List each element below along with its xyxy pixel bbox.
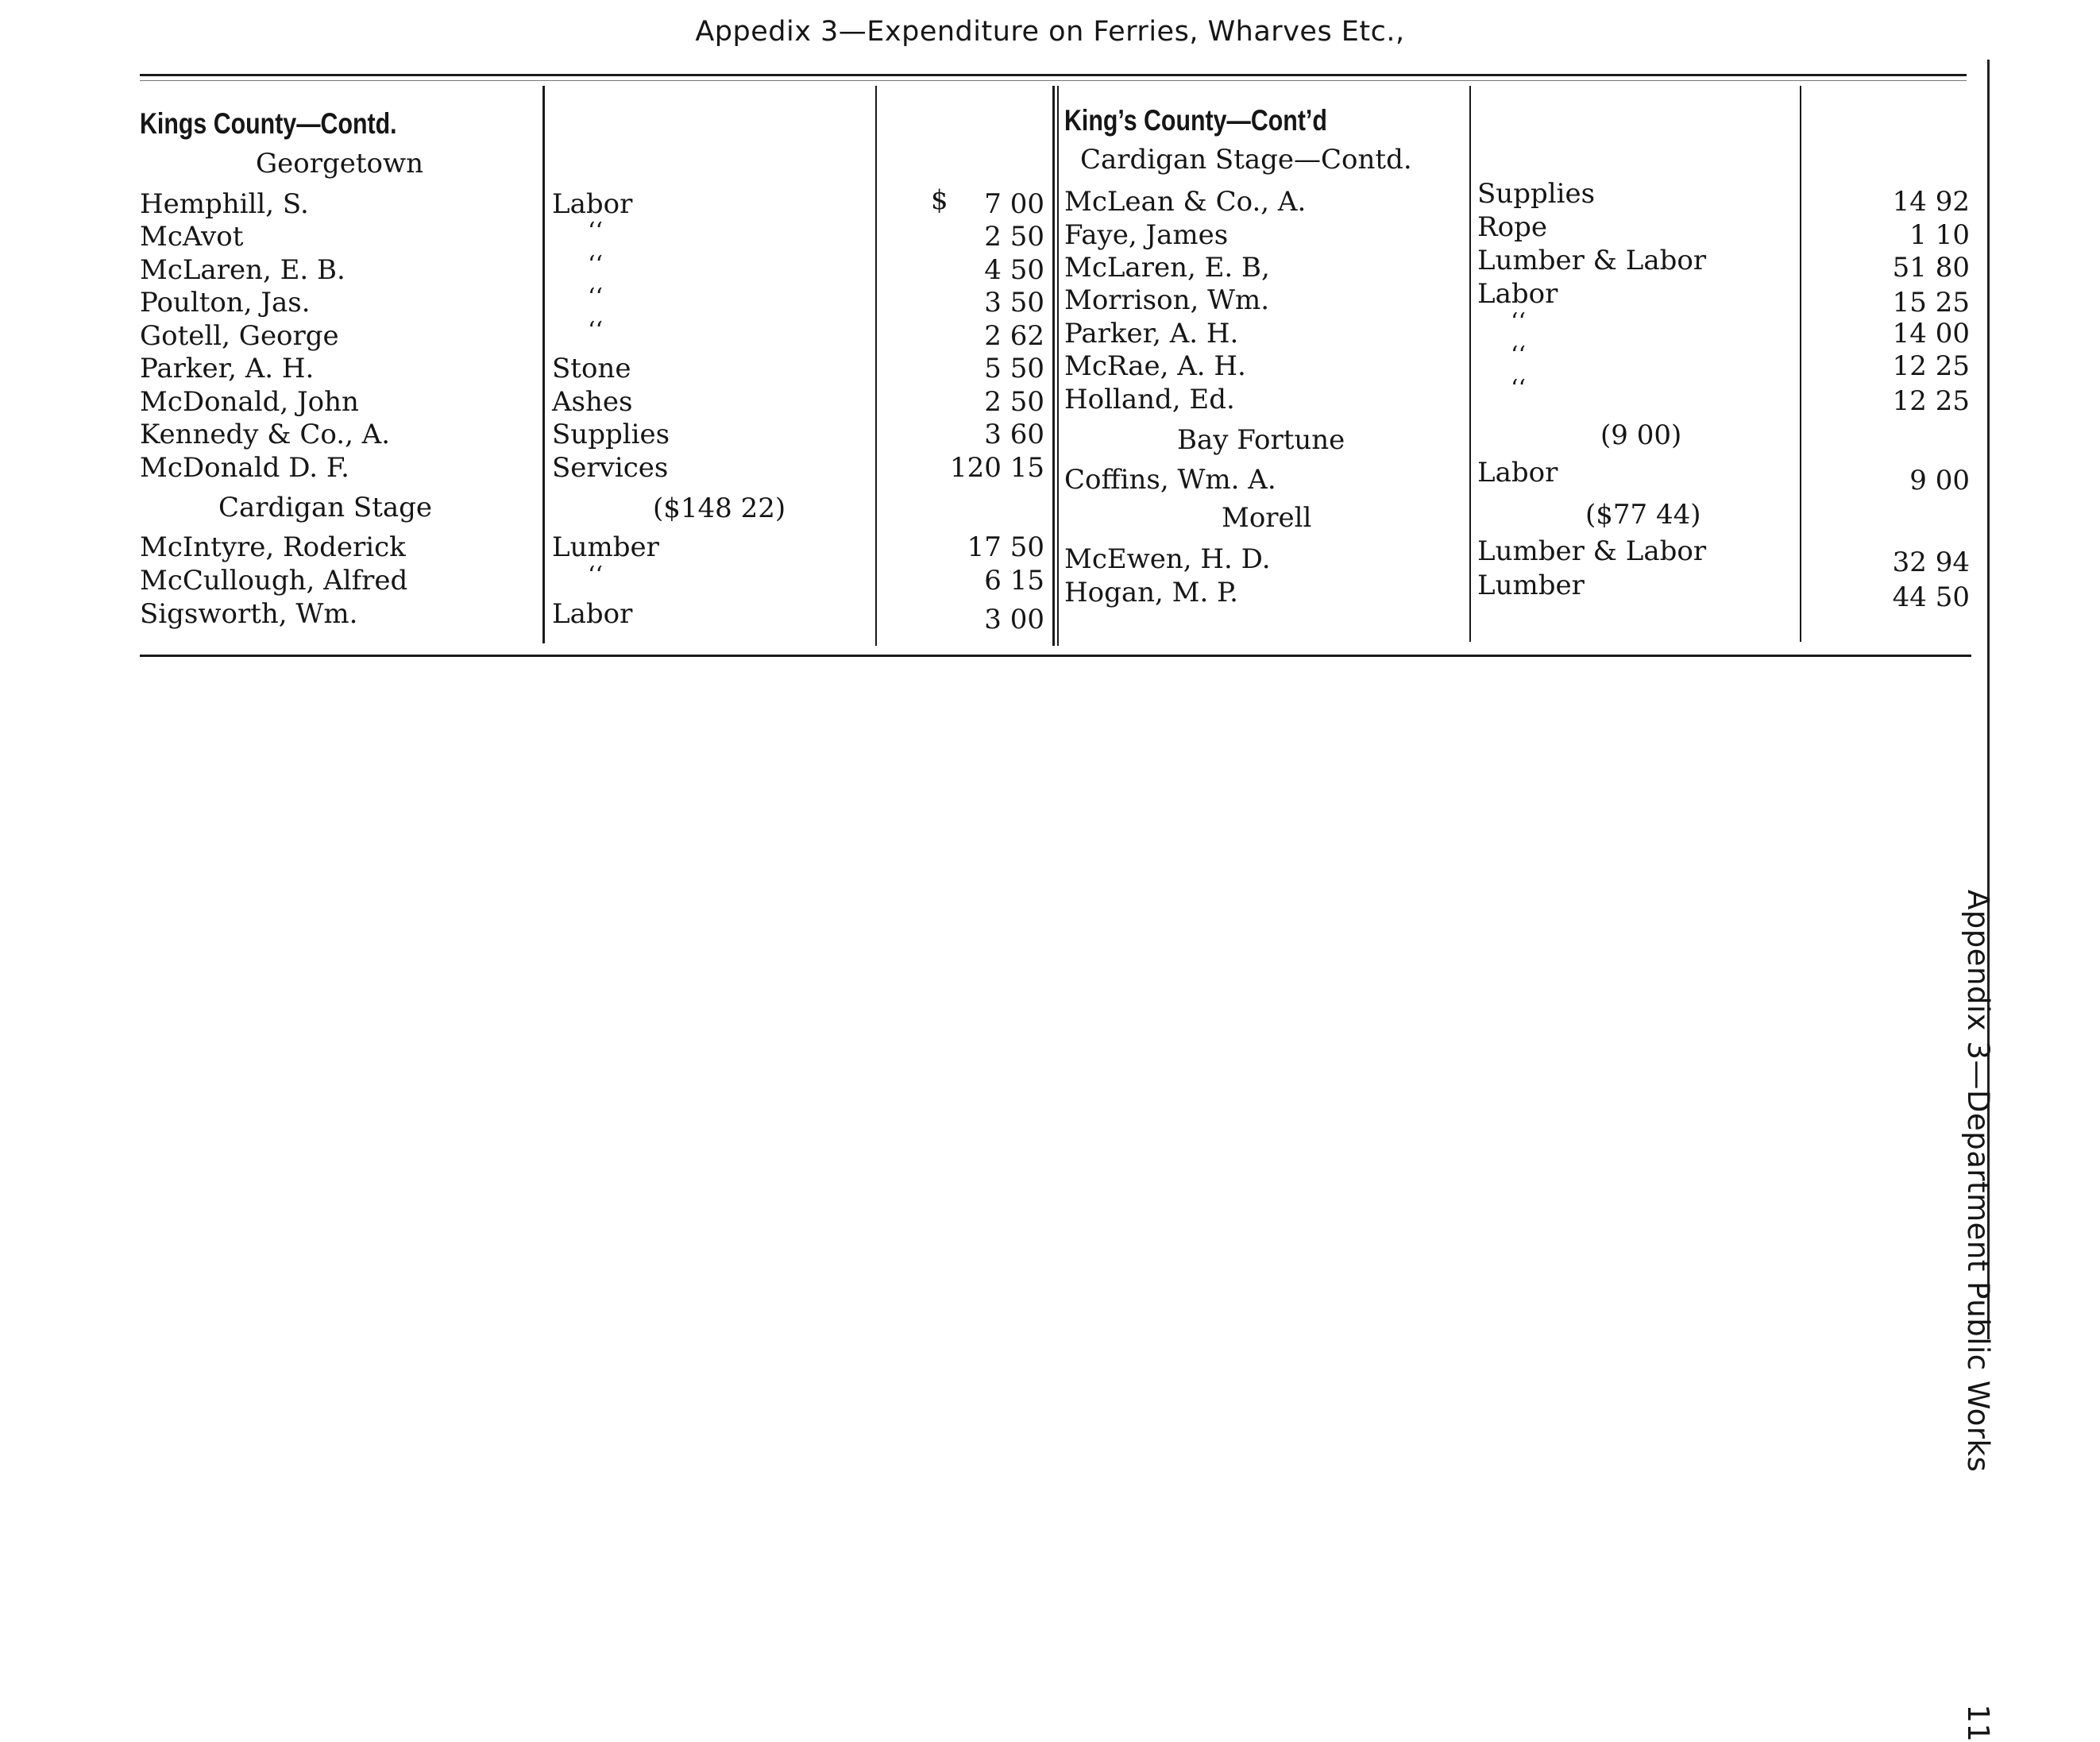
bottom-rule (140, 655, 1971, 657)
table-row-amount: 2 50 (984, 221, 1044, 253)
table-row-name: McLean & Co., A. (1064, 186, 1307, 218)
table-row-amount: 120 15 (950, 452, 1044, 484)
table-row-name: McLaren, E. B, (1064, 252, 1270, 284)
table-row-name: McIntyre, Roderick (140, 531, 406, 563)
table-row-name: McLaren, E. B. (140, 254, 345, 286)
table-row-amount: 32 94 (1892, 547, 1970, 578)
top-rule (140, 74, 1967, 76)
table-row-item: Labor (552, 598, 633, 630)
page-title: Appedix 3—Expenditure on Ferries, Wharves Etc., (695, 16, 1405, 48)
column-rule-left-item (542, 86, 545, 643)
table-row-name: Sigsworth, Wm. (140, 598, 358, 630)
table-row-amount: 3 60 (984, 419, 1044, 450)
column-rule-right-amount (1800, 86, 1801, 642)
ditto-mark: ‘‘ (588, 284, 604, 311)
table-row-item: Lumber & Labor (1477, 535, 1707, 567)
table-row-amount: 12 25 (1892, 385, 1970, 417)
section-cardigan-contd: Cardigan Stage—Contd. (1080, 144, 1412, 176)
table-row-name: Hemphill, S. (140, 188, 309, 220)
ditto-mark: ‘‘ (588, 251, 604, 279)
table-row-item: Labor (1477, 278, 1558, 310)
table-row-amount: 14 00 (1892, 318, 1970, 350)
table-row-name: Poulton, Jas. (140, 287, 311, 319)
ditto-mark: ‘‘ (588, 317, 604, 345)
table-row-amount: 1 10 (1909, 219, 1970, 251)
section-bay-fortune: Bay Fortune (1177, 424, 1345, 456)
table-row-item: Lumber (552, 531, 659, 563)
table-row-amount: 3 00 (984, 604, 1044, 635)
subtotal-georgetown: ($148 22) (653, 492, 786, 524)
table-row-amount: 44 50 (1892, 581, 1970, 613)
top-rule-thin (140, 80, 1967, 81)
table-row-name: Coffins, Wm. A. (1064, 464, 1276, 496)
column-rule-left-amount (875, 86, 877, 646)
table-row-name: McDonald D. F. (140, 452, 349, 484)
table-row-name: McAvot (140, 221, 244, 253)
table-row-amount: 2 62 (984, 320, 1044, 352)
running-head (1961, 890, 1995, 1742)
column-rule-center (1052, 86, 1055, 646)
table-row-amount: 12 25 (1892, 350, 1970, 382)
subtotal-bay-fortune: ($77 44) (1585, 499, 1701, 531)
ditto-mark: ‘‘ (1511, 308, 1527, 336)
column-rule-right-item (1469, 86, 1471, 642)
table-row-name: McDonald, John (140, 386, 359, 418)
ditto-mark: ‘‘ (588, 218, 604, 245)
section-georgetown: Georgetown (256, 148, 424, 180)
table-row-amount: 3 50 (984, 287, 1044, 319)
currency-symbol: $ (931, 184, 948, 216)
table-row-name: Parker, A. H. (140, 353, 315, 384)
ditto-mark: ‘‘ (588, 562, 604, 589)
table-row-amount: 4 50 (984, 254, 1044, 286)
running-head-title: Appendix 3—Department Public Works (1961, 890, 1995, 1473)
table-row-name: Kennedy & Co., A. (140, 419, 391, 450)
table-row-name: Hogan, M. P. (1064, 577, 1238, 608)
table-row-amount: 2 50 (984, 386, 1044, 418)
table-row-amount: 6 15 (984, 565, 1044, 597)
table-row-name: Morrison, Wm. (1064, 284, 1270, 316)
table-row-item: Services (552, 452, 669, 484)
table-row-item: Rope (1477, 211, 1547, 243)
ditto-mark: ‘‘ (1511, 375, 1527, 403)
ditto-mark: ‘‘ (1511, 342, 1527, 369)
table-row-amount: 15 25 (1892, 287, 1970, 319)
table-row-name: McRae, A. H. (1064, 350, 1246, 382)
table-row-amount: 7 00 (984, 188, 1044, 220)
table-row-item: Lumber & Labor (1477, 245, 1707, 276)
right-heading: King’s County—Cont’d (1064, 104, 1327, 137)
table-row-item: Lumber (1477, 570, 1585, 601)
section-cardigan-stage: Cardigan Stage (218, 492, 433, 523)
table-row-item: Stone (552, 353, 631, 384)
table-row-amount: 17 50 (967, 531, 1044, 563)
section-morell: Morell (1222, 502, 1312, 534)
table-row-amount: 9 00 (1909, 465, 1970, 496)
table-row-name: McCullough, Alfred (140, 565, 408, 597)
table-row-item: Labor (552, 188, 633, 220)
table-row-name: Parker, A. H. (1064, 318, 1239, 350)
page-number: 11 (1961, 1704, 1995, 1742)
table-row-name: Holland, Ed. (1064, 384, 1235, 415)
table-row-item: Supplies (1477, 178, 1596, 210)
table-row-amount: 51 80 (1892, 252, 1970, 284)
left-heading: Kings County—Contd. (140, 107, 397, 140)
table-row-amount: 5 50 (984, 353, 1044, 384)
table-row-name: McEwen, H. D. (1064, 543, 1271, 575)
table-row-name: Gotell, George (140, 320, 339, 352)
subtotal-cardigan: (9 00) (1600, 419, 1682, 451)
table-row-item: Supplies (552, 419, 670, 450)
table-row-item: Ashes (552, 386, 633, 418)
table-row-item: Labor (1477, 457, 1558, 489)
table-row-amount: 14 92 (1892, 186, 1970, 218)
table-row-name: Faye, James (1064, 219, 1229, 251)
column-rule-center-2 (1057, 86, 1059, 646)
